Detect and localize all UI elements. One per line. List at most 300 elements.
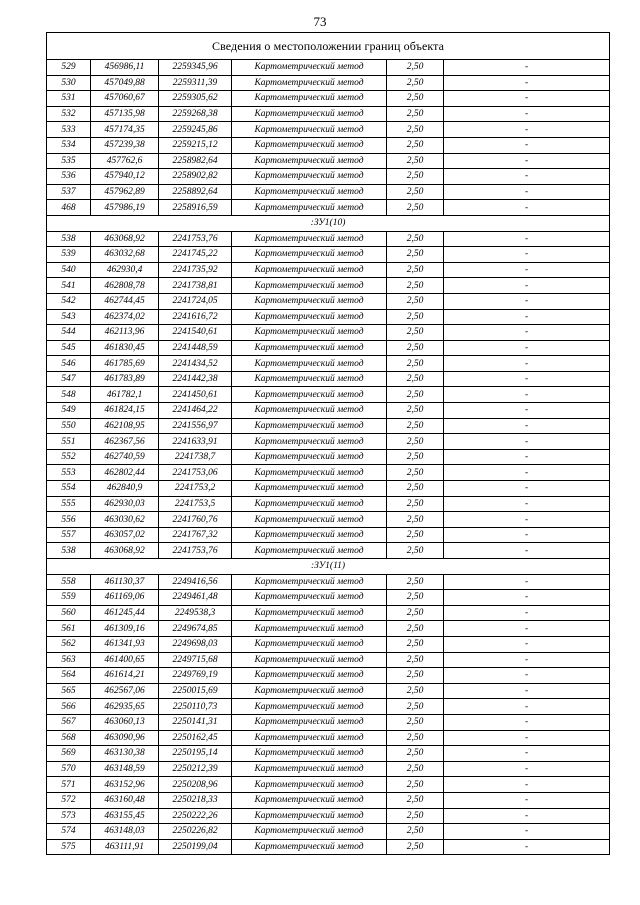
method-cell: Картометрический метод — [232, 137, 387, 153]
method-cell: Картометрический метод — [232, 122, 387, 138]
accuracy-cell: 2,50 — [387, 512, 444, 528]
method-cell: Картометрический метод — [232, 91, 387, 107]
coord-y-cell: 2241753,2 — [159, 481, 232, 497]
coord-y-cell: 2241540,61 — [159, 325, 232, 341]
point-number-cell: 556 — [47, 512, 91, 528]
note-cell: - — [444, 839, 610, 855]
note-cell: - — [444, 403, 610, 419]
method-cell: Картометрический метод — [232, 434, 387, 450]
table-row — [47, 730, 610, 746]
note-cell: - — [444, 496, 610, 512]
point-number-cell: 531 — [47, 91, 91, 107]
accuracy-cell: 2,50 — [387, 590, 444, 606]
point-number-cell: 532 — [47, 106, 91, 122]
table-row — [47, 605, 610, 621]
method-cell: Картометрический метод — [232, 403, 387, 419]
accuracy-cell: 2,50 — [387, 75, 444, 91]
table-row — [47, 777, 610, 793]
method-cell: Картометрический метод — [232, 278, 387, 294]
point-number-cell: 552 — [47, 449, 91, 465]
coord-x-cell: 457060,67 — [91, 91, 159, 107]
coord-y-cell: 2258982,64 — [159, 153, 232, 169]
coord-x-cell: 461309,16 — [91, 621, 159, 637]
note-cell: - — [444, 590, 610, 606]
note-cell: - — [444, 652, 610, 668]
accuracy-cell: 2,50 — [387, 387, 444, 403]
note-cell: - — [444, 434, 610, 450]
method-cell: Картометрический метод — [232, 574, 387, 590]
coord-y-cell: 2241442,38 — [159, 371, 232, 387]
note-cell: - — [444, 777, 610, 793]
table-row — [47, 683, 610, 699]
accuracy-cell: 2,50 — [387, 683, 444, 699]
method-cell: Картометрический метод — [232, 808, 387, 824]
coord-x-cell: 463155,45 — [91, 808, 159, 824]
coord-y-cell: 2241767,32 — [159, 527, 232, 543]
point-number-cell: 555 — [47, 496, 91, 512]
method-cell: Картометрический метод — [232, 153, 387, 169]
accuracy-cell: 2,50 — [387, 574, 444, 590]
accuracy-cell: 2,50 — [387, 60, 444, 76]
method-cell: Картометрический метод — [232, 792, 387, 808]
point-number-cell: 568 — [47, 730, 91, 746]
accuracy-cell: 2,50 — [387, 418, 444, 434]
page-number: 73 — [313, 14, 327, 29]
accuracy-cell: 2,50 — [387, 434, 444, 450]
table-row — [47, 481, 610, 497]
coord-y-cell: 2258892,64 — [159, 184, 232, 200]
accuracy-cell: 2,50 — [387, 496, 444, 512]
coord-y-cell: 2241745,22 — [159, 247, 232, 263]
note-cell: - — [444, 293, 610, 309]
table-row — [47, 153, 610, 169]
coord-x-cell: 457986,19 — [91, 200, 159, 216]
point-number-cell: 563 — [47, 652, 91, 668]
point-number-cell: 569 — [47, 746, 91, 762]
coord-x-cell: 463152,96 — [91, 777, 159, 793]
note-cell: - — [444, 262, 610, 278]
coord-x-cell: 457239,38 — [91, 137, 159, 153]
method-cell: Картометрический метод — [232, 371, 387, 387]
table-row — [47, 434, 610, 450]
coord-x-cell: 461400,65 — [91, 652, 159, 668]
coord-y-cell: 2241760,76 — [159, 512, 232, 528]
accuracy-cell: 2,50 — [387, 746, 444, 762]
accuracy-cell: 2,50 — [387, 808, 444, 824]
note-cell: - — [444, 60, 610, 76]
coord-y-cell: 2241556,97 — [159, 418, 232, 434]
coord-y-cell: 2241434,52 — [159, 356, 232, 372]
coord-y-cell: 2241448,59 — [159, 340, 232, 356]
method-cell: Картометрический метод — [232, 465, 387, 481]
note-cell: - — [444, 636, 610, 652]
coord-y-cell: 2241738,81 — [159, 278, 232, 294]
point-number-cell: 533 — [47, 122, 91, 138]
method-cell: Картометрический метод — [232, 75, 387, 91]
table-row — [47, 309, 610, 325]
method-cell: Картометрический метод — [232, 590, 387, 606]
coord-y-cell: 2241464,22 — [159, 403, 232, 419]
coord-y-cell: 2259245,86 — [159, 122, 232, 138]
accuracy-cell: 2,50 — [387, 403, 444, 419]
coord-y-cell: 2259311,39 — [159, 75, 232, 91]
method-cell: Картометрический метод — [232, 293, 387, 309]
point-number-cell: 542 — [47, 293, 91, 309]
coord-x-cell: 463032,68 — [91, 247, 159, 263]
point-number-cell: 560 — [47, 605, 91, 621]
accuracy-cell: 2,50 — [387, 91, 444, 107]
table-row — [47, 122, 610, 138]
point-number-cell: 540 — [47, 262, 91, 278]
coord-y-cell: 2249769,19 — [159, 668, 232, 684]
note-cell: - — [444, 106, 610, 122]
accuracy-cell: 2,50 — [387, 449, 444, 465]
note-cell: - — [444, 387, 610, 403]
accuracy-cell: 2,50 — [387, 356, 444, 372]
method-cell: Картометрический метод — [232, 761, 387, 777]
note-cell: - — [444, 325, 610, 341]
coord-y-cell: 2241753,5 — [159, 496, 232, 512]
method-cell: Картометрический метод — [232, 714, 387, 730]
note-cell: - — [444, 824, 610, 840]
accuracy-cell: 2,50 — [387, 340, 444, 356]
accuracy-cell: 2,50 — [387, 730, 444, 746]
table-row — [47, 668, 610, 684]
method-cell: Картометрический метод — [232, 777, 387, 793]
coord-x-cell: 461785,69 — [91, 356, 159, 372]
coord-x-cell: 462802,44 — [91, 465, 159, 481]
table-row — [47, 808, 610, 824]
coord-x-cell: 462930,03 — [91, 496, 159, 512]
method-cell: Картометрический метод — [232, 668, 387, 684]
method-cell: Картометрический метод — [232, 699, 387, 715]
method-cell: Картометрический метод — [232, 169, 387, 185]
coord-y-cell: 2258902,82 — [159, 169, 232, 185]
method-cell: Картометрический метод — [232, 543, 387, 559]
coord-x-cell: 457762,6 — [91, 153, 159, 169]
note-cell: - — [444, 714, 610, 730]
point-number-cell: 534 — [47, 137, 91, 153]
table-row — [47, 356, 610, 372]
coord-y-cell: 2250212,39 — [159, 761, 232, 777]
coord-x-cell: 461782,1 — [91, 387, 159, 403]
point-number-cell: 541 — [47, 278, 91, 294]
table-row — [47, 527, 610, 543]
method-cell: Картометрический метод — [232, 512, 387, 528]
point-number-cell: 544 — [47, 325, 91, 341]
note-cell: - — [444, 231, 610, 247]
note-cell: - — [444, 621, 610, 637]
coord-x-cell: 463068,92 — [91, 543, 159, 559]
accuracy-cell: 2,50 — [387, 231, 444, 247]
coord-y-cell: 2250141,31 — [159, 714, 232, 730]
method-cell: Картометрический метод — [232, 325, 387, 341]
note-cell: - — [444, 169, 610, 185]
coord-y-cell: 2259345,96 — [159, 60, 232, 76]
method-cell: Картометрический метод — [232, 683, 387, 699]
note-cell: - — [444, 418, 610, 434]
note-cell: - — [444, 356, 610, 372]
accuracy-cell: 2,50 — [387, 652, 444, 668]
note-cell: - — [444, 761, 610, 777]
coord-x-cell: 463148,59 — [91, 761, 159, 777]
point-number-cell: 562 — [47, 636, 91, 652]
table-row — [47, 746, 610, 762]
table-row — [47, 403, 610, 419]
coord-y-cell: 2241450,61 — [159, 387, 232, 403]
coord-y-cell: 2241724,05 — [159, 293, 232, 309]
coord-y-cell: 2249416,56 — [159, 574, 232, 590]
coord-x-cell: 462367,56 — [91, 434, 159, 450]
coord-x-cell: 462567,06 — [91, 683, 159, 699]
table-row — [47, 325, 610, 341]
table-row — [47, 418, 610, 434]
accuracy-cell: 2,50 — [387, 636, 444, 652]
point-number-cell: 564 — [47, 668, 91, 684]
method-cell: Картометрический метод — [232, 496, 387, 512]
point-number-cell: 535 — [47, 153, 91, 169]
table-row — [47, 91, 610, 107]
note-cell: - — [444, 792, 610, 808]
note-cell: - — [444, 247, 610, 263]
section-header-row — [47, 215, 610, 231]
accuracy-cell: 2,50 — [387, 169, 444, 185]
coord-x-cell: 457049,88 — [91, 75, 159, 91]
point-number-cell: 561 — [47, 621, 91, 637]
point-number-cell: 553 — [47, 465, 91, 481]
method-cell: Картометрический метод — [232, 824, 387, 840]
table-row — [47, 169, 610, 185]
note-cell: - — [444, 512, 610, 528]
accuracy-cell: 2,50 — [387, 668, 444, 684]
coord-x-cell: 463090,96 — [91, 730, 159, 746]
table-title-row — [47, 33, 610, 60]
table-row — [47, 761, 610, 777]
point-number-cell: 554 — [47, 481, 91, 497]
method-cell: Картометрический метод — [232, 231, 387, 247]
table-title: Сведения о местоположении границ объекта — [47, 33, 610, 60]
table-row — [47, 652, 610, 668]
accuracy-cell: 2,50 — [387, 761, 444, 777]
table-row — [47, 590, 610, 606]
method-cell: Картометрический метод — [232, 106, 387, 122]
note-cell: - — [444, 75, 610, 91]
point-number-cell: 543 — [47, 309, 91, 325]
point-number-cell: 566 — [47, 699, 91, 715]
table-row — [47, 184, 610, 200]
table-row — [47, 262, 610, 278]
point-number-cell: 571 — [47, 777, 91, 793]
table-row — [47, 200, 610, 216]
method-cell: Картометрический метод — [232, 356, 387, 372]
coord-y-cell: 2259215,12 — [159, 137, 232, 153]
coord-x-cell: 457174,35 — [91, 122, 159, 138]
coord-y-cell: 2249698,03 — [159, 636, 232, 652]
note-cell: - — [444, 465, 610, 481]
table-row — [47, 293, 610, 309]
note-cell: - — [444, 371, 610, 387]
method-cell: Картометрический метод — [232, 449, 387, 465]
point-number-cell: 567 — [47, 714, 91, 730]
method-cell: Картометрический метод — [232, 60, 387, 76]
method-cell: Картометрический метод — [232, 309, 387, 325]
table-row — [47, 75, 610, 91]
coord-x-cell: 462744,45 — [91, 293, 159, 309]
table-row — [47, 371, 610, 387]
point-number-cell: 570 — [47, 761, 91, 777]
accuracy-cell: 2,50 — [387, 309, 444, 325]
point-number-cell: 557 — [47, 527, 91, 543]
accuracy-cell: 2,50 — [387, 824, 444, 840]
accuracy-cell: 2,50 — [387, 543, 444, 559]
note-cell: - — [444, 91, 610, 107]
method-cell: Картометрический метод — [232, 481, 387, 497]
method-cell: Картометрический метод — [232, 621, 387, 637]
accuracy-cell: 2,50 — [387, 262, 444, 278]
note-cell: - — [444, 449, 610, 465]
point-number-cell: 545 — [47, 340, 91, 356]
coord-x-cell: 461245,44 — [91, 605, 159, 621]
table-row — [47, 543, 610, 559]
coord-x-cell: 463068,92 — [91, 231, 159, 247]
point-number-cell: 573 — [47, 808, 91, 824]
coord-x-cell: 462930,4 — [91, 262, 159, 278]
table-row — [47, 465, 610, 481]
accuracy-cell: 2,50 — [387, 184, 444, 200]
accuracy-cell: 2,50 — [387, 839, 444, 855]
coord-y-cell: 2241633,91 — [159, 434, 232, 450]
note-cell: - — [444, 184, 610, 200]
table-row — [47, 496, 610, 512]
point-number-cell: 547 — [47, 371, 91, 387]
method-cell: Картометрический метод — [232, 418, 387, 434]
note-cell: - — [444, 481, 610, 497]
coord-y-cell: 2250226,82 — [159, 824, 232, 840]
coord-y-cell: 2241735,92 — [159, 262, 232, 278]
table-row — [47, 792, 610, 808]
note-cell: - — [444, 527, 610, 543]
note-cell: - — [444, 200, 610, 216]
table-row — [47, 106, 610, 122]
coord-y-cell: 2241753,76 — [159, 543, 232, 559]
point-number-cell: 539 — [47, 247, 91, 263]
accuracy-cell: 2,50 — [387, 792, 444, 808]
coord-y-cell: 2241753,06 — [159, 465, 232, 481]
table-row — [47, 340, 610, 356]
point-number-cell: 529 — [47, 60, 91, 76]
point-number-cell: 546 — [47, 356, 91, 372]
accuracy-cell: 2,50 — [387, 605, 444, 621]
coord-y-cell: 2250199,04 — [159, 839, 232, 855]
accuracy-cell: 2,50 — [387, 621, 444, 637]
coord-x-cell: 462935,65 — [91, 699, 159, 715]
coord-x-cell: 457962,89 — [91, 184, 159, 200]
coord-x-cell: 457940,12 — [91, 169, 159, 185]
accuracy-cell: 2,50 — [387, 200, 444, 216]
point-number-cell: 565 — [47, 683, 91, 699]
coord-y-cell: 2241738,7 — [159, 449, 232, 465]
coord-x-cell: 457135,98 — [91, 106, 159, 122]
coord-x-cell: 463130,38 — [91, 746, 159, 762]
coord-x-cell: 461824,15 — [91, 403, 159, 419]
boundary-coordinates-table — [46, 32, 610, 855]
method-cell: Картометрический метод — [232, 247, 387, 263]
table-row — [47, 839, 610, 855]
point-number-cell: 575 — [47, 839, 91, 855]
point-number-cell: 551 — [47, 434, 91, 450]
point-number-cell: 558 — [47, 574, 91, 590]
coord-x-cell: 461830,45 — [91, 340, 159, 356]
table-row — [47, 512, 610, 528]
coord-y-cell: 2241753,76 — [159, 231, 232, 247]
note-cell: - — [444, 746, 610, 762]
note-cell: - — [444, 574, 610, 590]
coord-x-cell: 461614,21 — [91, 668, 159, 684]
method-cell: Картометрический метод — [232, 200, 387, 216]
point-number-cell: 549 — [47, 403, 91, 419]
table-row — [47, 714, 610, 730]
accuracy-cell: 2,50 — [387, 777, 444, 793]
coord-x-cell: 461130,37 — [91, 574, 159, 590]
table-row — [47, 449, 610, 465]
method-cell: Картометрический метод — [232, 605, 387, 621]
coord-y-cell: 2250015,69 — [159, 683, 232, 699]
method-cell: Картометрический метод — [232, 184, 387, 200]
coord-y-cell: 2249674,85 — [159, 621, 232, 637]
note-cell: - — [444, 153, 610, 169]
coord-x-cell: 463160,48 — [91, 792, 159, 808]
coord-y-cell: 2249538,3 — [159, 605, 232, 621]
accuracy-cell: 2,50 — [387, 293, 444, 309]
coord-x-cell: 462374,02 — [91, 309, 159, 325]
accuracy-cell: 2,50 — [387, 465, 444, 481]
coord-x-cell: 461341,93 — [91, 636, 159, 652]
accuracy-cell: 2,50 — [387, 371, 444, 387]
coord-x-cell: 462740,59 — [91, 449, 159, 465]
note-cell: - — [444, 730, 610, 746]
coord-y-cell: 2249715,68 — [159, 652, 232, 668]
note-cell: - — [444, 808, 610, 824]
point-number-cell: 538 — [47, 543, 91, 559]
method-cell: Картометрический метод — [232, 839, 387, 855]
coord-y-cell: 2250218,33 — [159, 792, 232, 808]
coord-x-cell: 462108,95 — [91, 418, 159, 434]
accuracy-cell: 2,50 — [387, 481, 444, 497]
table-row — [47, 247, 610, 263]
accuracy-cell: 2,50 — [387, 122, 444, 138]
method-cell: Картометрический метод — [232, 730, 387, 746]
note-cell: - — [444, 543, 610, 559]
coord-x-cell: 463030,62 — [91, 512, 159, 528]
point-number-cell: 559 — [47, 590, 91, 606]
point-number-cell: 572 — [47, 792, 91, 808]
section-header-row — [47, 559, 610, 575]
section-label: :ЗУ1(11) — [47, 559, 610, 575]
coord-y-cell: 2250195,14 — [159, 746, 232, 762]
coord-x-cell: 463111,91 — [91, 839, 159, 855]
accuracy-cell: 2,50 — [387, 527, 444, 543]
table-row — [47, 231, 610, 247]
point-number-cell: 574 — [47, 824, 91, 840]
accuracy-cell: 2,50 — [387, 106, 444, 122]
accuracy-cell: 2,50 — [387, 247, 444, 263]
coord-x-cell: 461169,06 — [91, 590, 159, 606]
coord-y-cell: 2250162,45 — [159, 730, 232, 746]
note-cell: - — [444, 683, 610, 699]
note-cell: - — [444, 605, 610, 621]
coord-x-cell: 462840,9 — [91, 481, 159, 497]
coord-x-cell: 461783,89 — [91, 371, 159, 387]
